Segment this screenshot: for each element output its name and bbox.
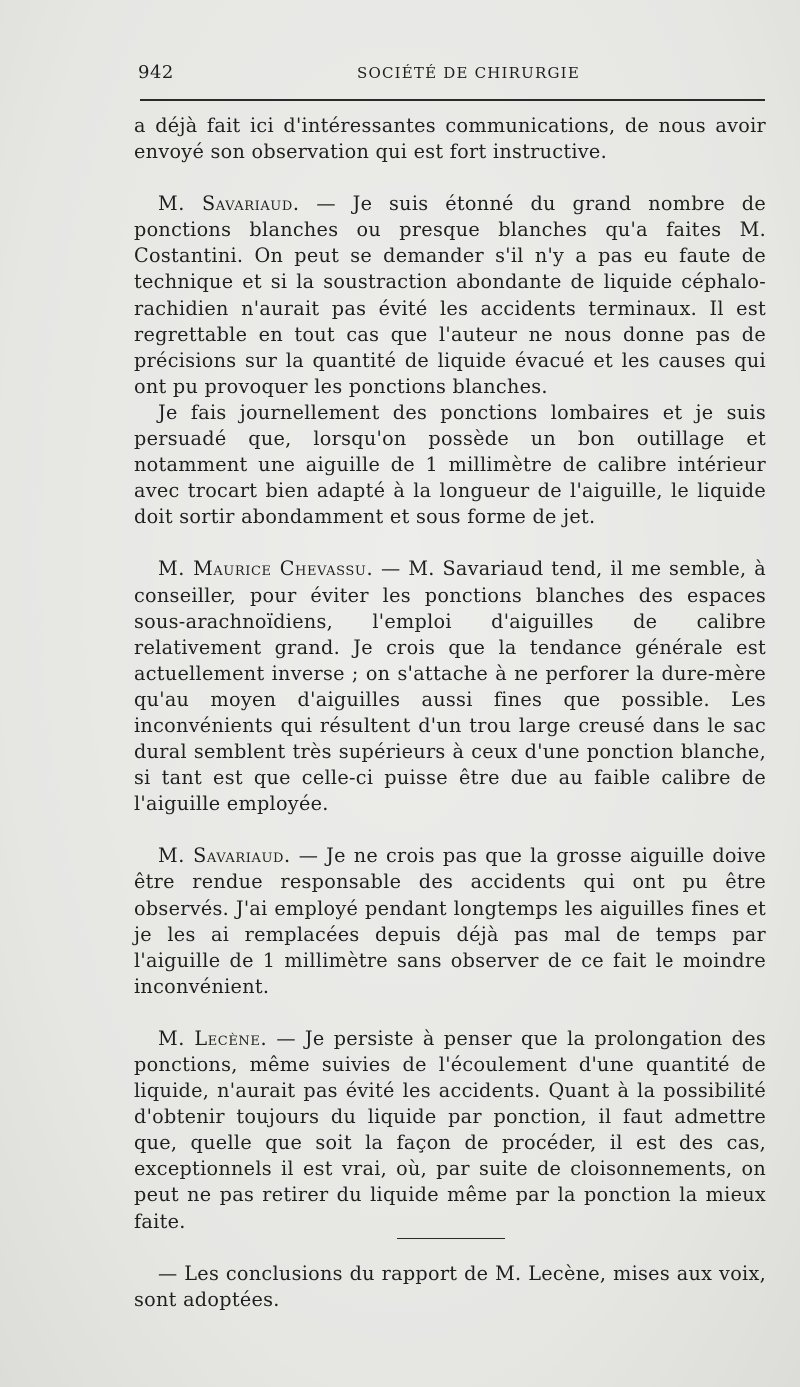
paragraph-continuation <box>134 113 766 165</box>
page-header <box>135 58 765 88</box>
speaker-name: M. Savariaud. <box>158 192 300 216</box>
paragraph-savariaud-2 <box>134 400 766 530</box>
paragraph-text: — Je suis étonné du grand nombre de ponctions blanches ou presque blanches qu'a faites M. Costantini. On peut se demander s'il n'y a pas eu faute de technique et si la soustraction abondante de liquide céphalo-rachidien n'aurait pas évité les accidents terminaux. Il est regrettable en tout cas que l'auteur ne nous donne pas de précisions sur la quantité de liquide évacué et les causes qui ont pu provoquer les ponctions blanches. <box>134 192 766 398</box>
paragraph-conclusions <box>134 1261 766 1313</box>
speaker-name: M. Savariaud. <box>158 844 291 868</box>
body-text <box>134 113 766 1313</box>
paragraph-text: a déjà fait ici d'intéressantes communications, de nous avoir envoyé son observation qui est fort instructive. <box>134 114 766 164</box>
running-title: SOCIÉTÉ DE CHIRURGIE <box>357 64 580 82</box>
closing-rule <box>397 1238 505 1239</box>
paragraph-text: Je fais journellement des ponctions lombaires et je suis persuadé que, lorsqu'on possède un bon outillage et notamment une aiguille de 1 millimètre de calibre intérieur avec trocart bien adapté à la longueur de l'aiguille, le liquide doit sortir abondamment et sous forme de jet. <box>134 400 766 529</box>
speaker-name: M. Lecène. <box>158 1026 268 1050</box>
paragraph-text: — Je persiste à penser que la prolongation des ponctions, même suivies de l'écoulement d'une quantité de liquide, n'aurait pas évité les accidents. Quant à la possibilité d'obtenir toujours du liquide par ponction, il faut admettre que, quelle que soit la façon de procéder, il est des cas, exceptionnels il est vrai, où, par suite de cloisonnements, on peut ne pas retirer du liquide même par la ponction la mieux faite. <box>134 1026 766 1233</box>
header-rule <box>140 99 765 101</box>
page-number: 942 <box>138 62 174 83</box>
paragraph-lecene <box>134 1026 766 1235</box>
paragraph-text: — M. Savariaud tend, il me semble, à conseiller, pour éviter les ponctions blanches des espaces sous-arachnoïdiens, l'emploi d'aiguilles de calibre relativement grand. Je crois que la tendance générale est actuellement inverse ; on s'attache à ne perforer la dure-mère qu'au moyen d'aiguilles aussi fines que possible. Les inconvénients qui résultent d'un trou large creusé dans le sac dural semblent très supérieurs à ceux d'une ponction blanche, si tant est que celle-ci puisse être due au faible calibre de l'aiguille employée. <box>134 557 766 816</box>
paragraph-chevassu <box>134 556 766 817</box>
paragraph-text: — Je ne crois pas que la grosse aiguille doive être rendue responsable des accidents qui ont pu être observés. J'ai employé pendant longtemps les aiguilles fines et je les ai remplacées depuis déjà pas mal de temps par l'aiguille de 1 millimètre sans observer de ce fait le moindre inconvénient. <box>134 844 766 998</box>
paragraph-text: — Les conclusions du rapport de M. Lecène, mises aux voix, sont adoptées. <box>134 1261 766 1311</box>
speaker-name: M. Maurice Chevassu. <box>158 557 374 581</box>
paragraph-savariaud-1 <box>134 191 766 400</box>
paragraph-savariaud-3 <box>134 843 766 1000</box>
